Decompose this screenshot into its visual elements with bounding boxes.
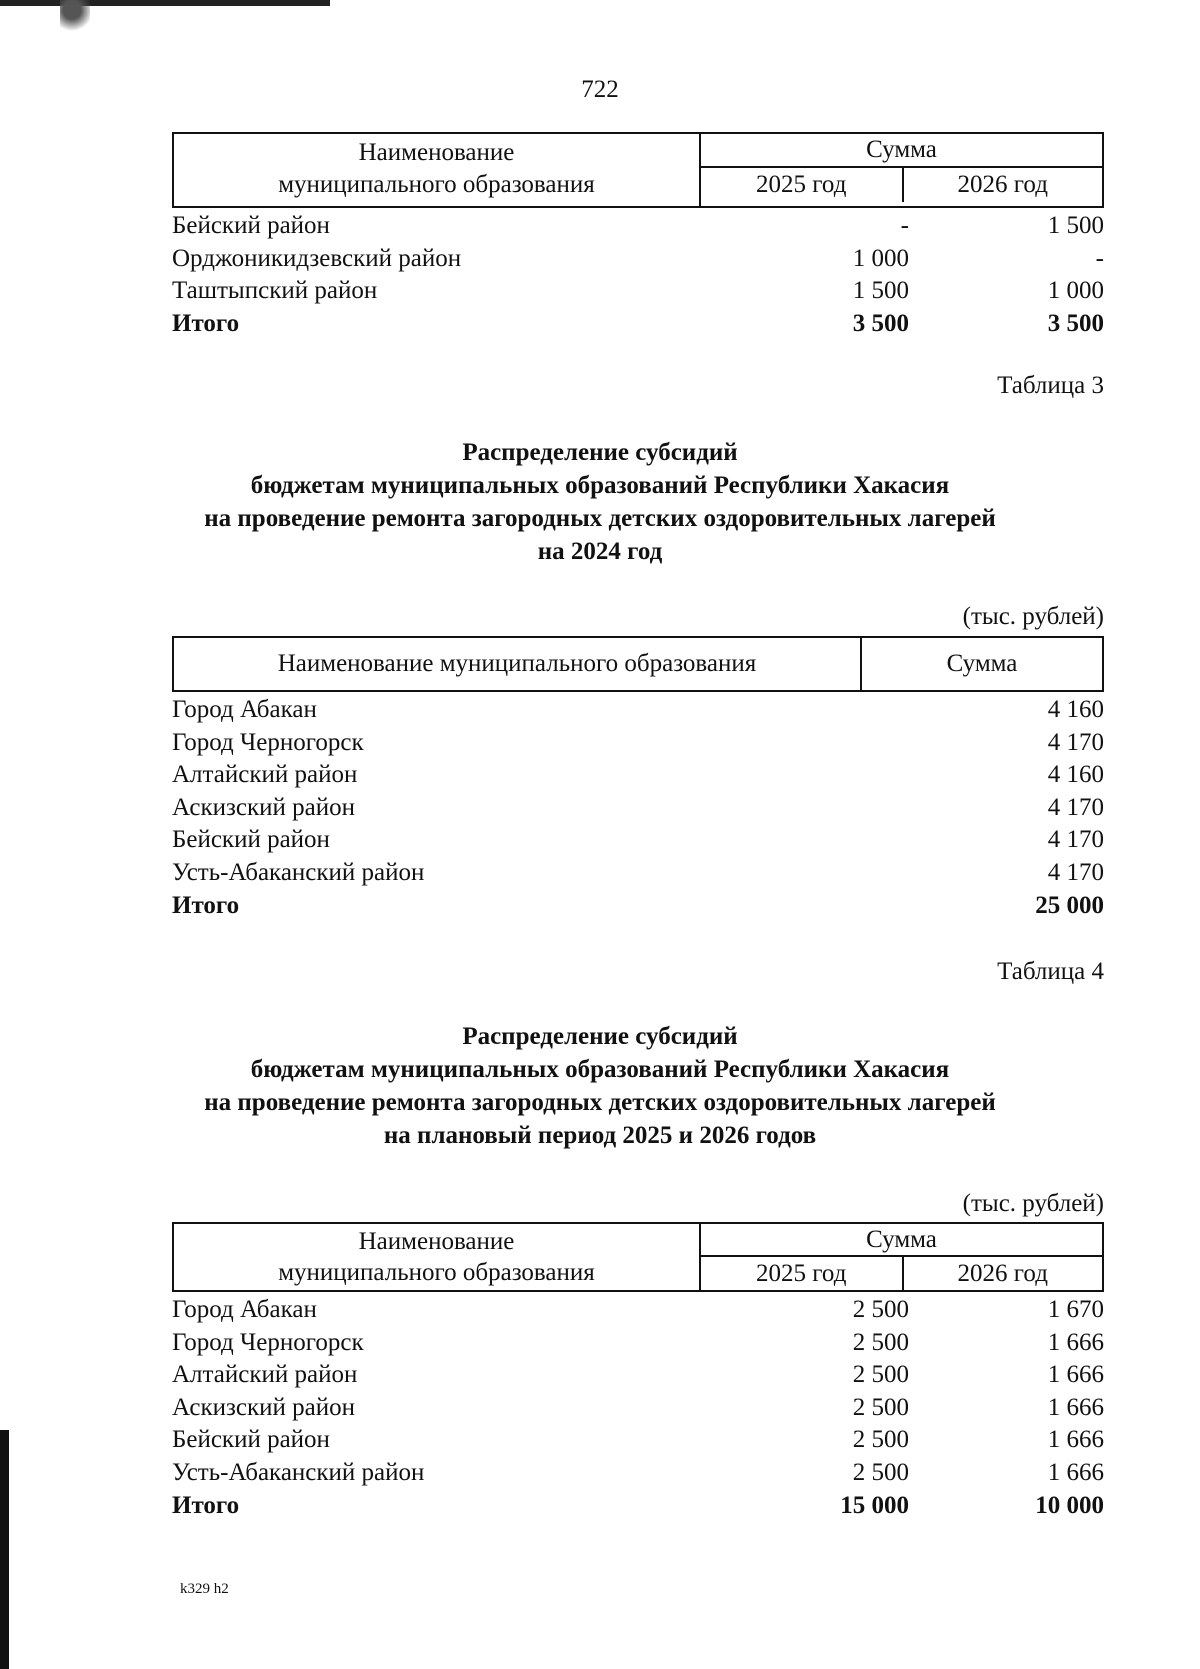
table-row bbox=[172, 1392, 1104, 1425]
row-name: Усть-Абаканский район bbox=[172, 1458, 425, 1486]
row-value-2026: 1 666 bbox=[1047, 1426, 1104, 1454]
table-row bbox=[172, 824, 1104, 857]
row-value-2025: 2 500 bbox=[852, 1393, 909, 1421]
total-value-2026: 3 500 bbox=[1047, 309, 1104, 337]
row-name: Город Абакан bbox=[172, 696, 317, 723]
row-name: Аскизский район bbox=[172, 1393, 356, 1421]
total-label: Итого bbox=[172, 309, 240, 337]
total-value-2025: 3 500 bbox=[852, 309, 909, 337]
header-name-line1: Наименование bbox=[358, 139, 515, 166]
table-row bbox=[172, 275, 1104, 308]
row-value-2026: 1 670 bbox=[1047, 1296, 1104, 1323]
table4-title-line: на плановый период 2025 и 2026 годов bbox=[383, 1122, 817, 1149]
header-name-line2: муниципального образования bbox=[278, 171, 595, 198]
table3-title-line: бюджетам муниципальных образований Республики Хакасия bbox=[250, 472, 950, 499]
header-name-cell: Наименование муниципального образования bbox=[174, 638, 862, 690]
header-year-2025: 2025 год bbox=[756, 1260, 847, 1287]
header-sum-cell: Сумма bbox=[946, 650, 1018, 677]
total-value: 25 000 bbox=[1035, 891, 1104, 919]
table3-title-line: на проведение ремонта загородных детских оздоровительных лагерей bbox=[204, 505, 996, 532]
table3-units: (тыс. рублей) bbox=[962, 603, 1104, 630]
header-name-line1: Наименование bbox=[358, 1228, 515, 1255]
row-value-2026: 1 666 bbox=[1047, 1458, 1104, 1486]
row-value: 4 160 bbox=[1047, 761, 1104, 789]
scan-smudge bbox=[60, 0, 90, 34]
header-sum-cell bbox=[701, 134, 1102, 206]
table-row bbox=[172, 727, 1104, 760]
total-value-2026: 10 000 bbox=[1035, 1491, 1104, 1519]
row-value-2026: 1 000 bbox=[1047, 277, 1104, 305]
total-row bbox=[172, 1490, 1104, 1523]
header-sum-cell bbox=[701, 1224, 1102, 1290]
table4-units: (тыс. рублей) bbox=[962, 1190, 1104, 1217]
scan-edge-left bbox=[0, 1430, 9, 1669]
table3-title-line: на 2024 год bbox=[537, 538, 663, 565]
table4-body bbox=[172, 1292, 1104, 1522]
row-name: Город Черногорск bbox=[172, 728, 364, 756]
table3-label: Таблица 3 bbox=[997, 372, 1104, 399]
table-row bbox=[172, 792, 1104, 825]
header-years bbox=[701, 168, 1102, 202]
row-name: Усть-Абаканский район bbox=[172, 858, 425, 886]
row-value: 4 170 bbox=[1047, 826, 1104, 854]
row-value-2026: 1 666 bbox=[1047, 1328, 1104, 1356]
total-label: Итого bbox=[172, 1491, 240, 1519]
row-value-2025: - bbox=[900, 212, 909, 239]
row-value-2025: 2 500 bbox=[852, 1458, 909, 1486]
table-row bbox=[172, 210, 1104, 243]
row-value-2025: 2 500 bbox=[852, 1328, 909, 1356]
table-row bbox=[172, 1294, 1104, 1327]
row-value-2026: 1 500 bbox=[1047, 212, 1104, 239]
row-value: 4 170 bbox=[1047, 858, 1104, 886]
table4-label: Таблица 4 bbox=[997, 958, 1104, 985]
footer-code: k329 h2 bbox=[180, 1581, 229, 1597]
table4-title-line: бюджетам муниципальных образований Республики Хакасия bbox=[250, 1056, 950, 1083]
table3 bbox=[172, 636, 1104, 922]
header-name-line2: муниципального образования bbox=[278, 1259, 595, 1286]
row-name: Бейский район bbox=[172, 1426, 330, 1454]
scan-edge-top bbox=[0, 0, 330, 6]
header-year-2026: 2026 год bbox=[902, 1257, 1103, 1290]
table-top-header bbox=[172, 132, 1104, 208]
row-name: Алтайский район bbox=[172, 1361, 358, 1389]
table4 bbox=[172, 1222, 1104, 1522]
table3-title-line: Распределение субсидий bbox=[462, 439, 738, 466]
row-value-2025: 1 000 bbox=[852, 244, 909, 272]
row-value: 4 170 bbox=[1047, 728, 1104, 756]
table-top bbox=[172, 132, 1104, 340]
total-row bbox=[172, 890, 1104, 923]
total-label: Итого bbox=[172, 891, 240, 919]
table4-title bbox=[100, 1020, 1100, 1152]
row-value: 4 160 bbox=[1047, 696, 1104, 723]
header-years bbox=[701, 1257, 1102, 1290]
table-row bbox=[172, 694, 1104, 727]
table4-title-line: Распределение субсидий bbox=[462, 1023, 738, 1050]
row-value-2025: 2 500 bbox=[852, 1426, 909, 1454]
row-name: Таштыпский район bbox=[172, 277, 378, 305]
table-top-body bbox=[172, 208, 1104, 340]
page-number: 722 bbox=[581, 76, 619, 103]
table3-header bbox=[172, 636, 1104, 692]
row-value-2025: 1 500 bbox=[852, 277, 909, 305]
row-name: Орджоникидзевский район bbox=[172, 244, 462, 272]
header-name-cell bbox=[174, 134, 701, 206]
header-sum-title: Сумма bbox=[701, 134, 1102, 168]
table4-title-line: на проведение ремонта загородных детских оздоровительных лагерей bbox=[204, 1089, 996, 1116]
table-row bbox=[172, 857, 1104, 890]
row-name: Аскизский район bbox=[172, 793, 356, 821]
table-row bbox=[172, 243, 1104, 276]
table-row bbox=[172, 1359, 1104, 1392]
header-year-2026: 2026 год bbox=[902, 168, 1103, 202]
total-row bbox=[172, 308, 1104, 341]
table-row bbox=[172, 1327, 1104, 1360]
row-value-2026: 1 666 bbox=[1047, 1361, 1104, 1389]
total-value-2025: 15 000 bbox=[840, 1491, 909, 1519]
row-value-2026: - bbox=[1095, 244, 1104, 272]
table3-body bbox=[172, 692, 1104, 922]
row-name: Бейский район bbox=[172, 826, 330, 854]
row-value: 4 170 bbox=[1047, 793, 1104, 821]
table3-title bbox=[100, 436, 1100, 568]
row-value-2026: 1 666 bbox=[1047, 1393, 1104, 1421]
table-row bbox=[172, 759, 1104, 792]
row-name: Алтайский район bbox=[172, 761, 358, 789]
table-row bbox=[172, 1424, 1104, 1457]
row-value-2025: 2 500 bbox=[852, 1361, 909, 1389]
row-value-2025: 2 500 bbox=[852, 1296, 909, 1323]
header-sum-title: Сумма bbox=[701, 1224, 1102, 1257]
header-year-2025: 2025 год bbox=[756, 171, 847, 198]
row-name: Город Абакан bbox=[172, 1296, 317, 1323]
row-name: Город Черногорск bbox=[172, 1328, 364, 1356]
header-name-cell bbox=[174, 1224, 701, 1290]
table-row bbox=[172, 1457, 1104, 1490]
table4-header bbox=[172, 1222, 1104, 1292]
row-name: Бейский район bbox=[172, 212, 330, 239]
